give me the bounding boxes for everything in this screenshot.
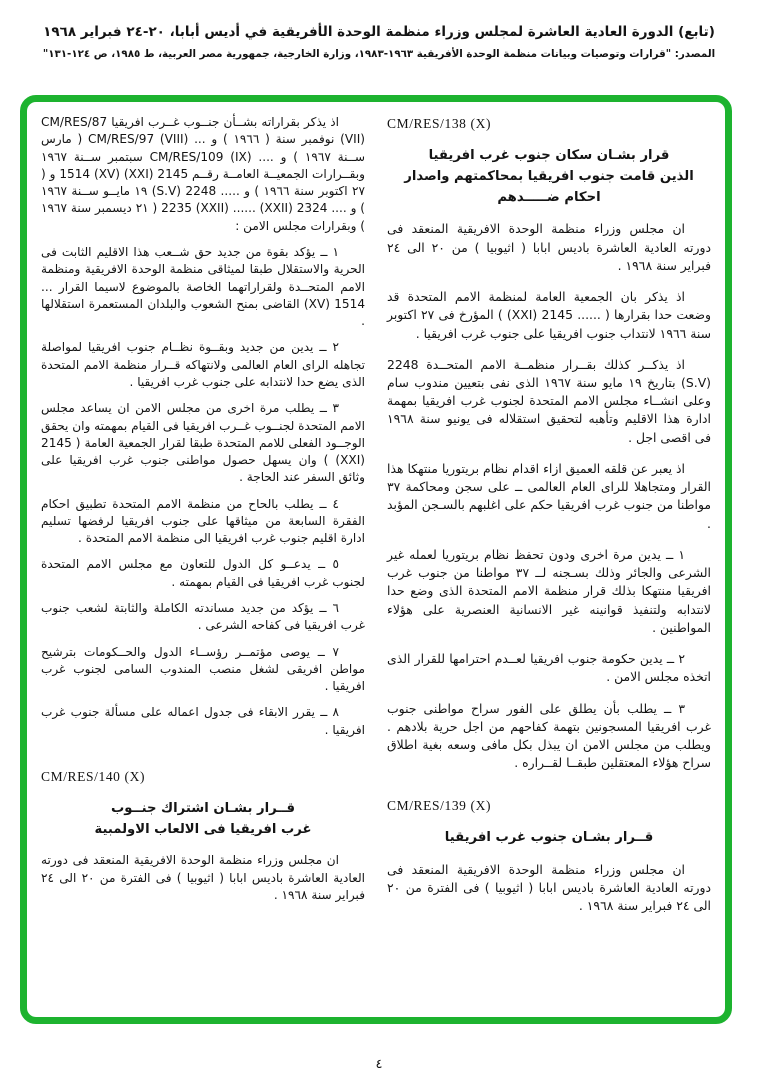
resolution-title-139 bbox=[393, 827, 705, 848]
column-left bbox=[41, 114, 365, 1007]
page-header bbox=[0, 24, 758, 60]
numbered-clause: ٢ ــ يدين حكومة جنوب افريقيا لعــدم احترامها للقرار الذى اتخذه مجلس الامن . bbox=[387, 651, 711, 685]
title-line: الذين قامت جنوب افريقيا بمحاكمتهم واصدار bbox=[404, 169, 694, 185]
numbered-clause: ٥ ــ يدعــو كل الدول للتعاون مع مجلس الامم المتحدة لجنوب غرب افريقيا فى القيام بمهمته . bbox=[41, 557, 365, 589]
numbered-clause: ٣ ــ يطلب مرة اخرى من مجلس الامن ان يساعد مجلس الامم المتحدة لجنــوب غــرب افريقيا فى القيام بمهمته وان يحقق الوجــود الفعلى للامم المتحدة طبقا لقرار الجمعية العامة ( 2145 (XXI) ) وان يسهل حصول مواطنى جنوب غرب افريقيا على وثائق السفر عند الحاجة . bbox=[41, 401, 365, 485]
title-line: قــرار بشـان اشتراك جنــوب bbox=[111, 801, 295, 816]
numbered-clause: ٤ ــ يطلب بالحاح من منظمة الامم المتحدة تطبيق احكام الفقرة السابعة من ميثاقها على جنوب افريقيا لرفضها تسليم ادارة اقليم جنوب غرب افريقيا الى منظمة الامم المتحدة . bbox=[41, 496, 365, 546]
page-number: ٤ bbox=[375, 1057, 383, 1072]
numbered-clause: ٧ ــ يوصى مؤتمــر رؤســاء الدول والحــكومات بترشيح مواطن افريقى لشغل منصب المندوب السامى لجنوب غرب افريقيا . bbox=[41, 644, 365, 694]
resolution-label-139: CM/RES/139 (X) bbox=[387, 798, 492, 814]
numbered-clause: ١ ــ يدين مرة اخرى ودون تحفظ نظام بريتوريا لعمله غير الشرعى والجائر وذلك بسـجنه لــ ٣٧ مواطنا من جنوب غرب افريقيا منتهكا بذلك قرار منظمة الامم المتحدة الذى وضع حدا لانتدابه ولتنفيذ قوانينه غير الانسانية العنصرية على هؤلاء المواطنين . bbox=[387, 546, 711, 635]
title-line: قرار بشـان سكان جنوب غرب افريقيا bbox=[428, 148, 670, 163]
column-right bbox=[387, 114, 711, 1007]
numbered-clause: ١ ــ يؤكد بقوة من جديد حق شــعب هذا الاقليم الثابت فى الحرية والاستقلال طبقا لميثاقى منظمة الوحدة الافريقية ومنظمة الامم المتحــدة ولقراراتهما الخاصة بالموضوع لاسيما القرار ... 1514 (XV) القاضى بمنح الشعوب والبلدان المستعمرة استقلالها . bbox=[41, 244, 366, 329]
title-line: غرب افريقيا فى الالعاب الاولمبية bbox=[94, 822, 312, 838]
session-title: (تابع) الدورة العادية العاشرة لمجلس وزراء منظمة الوحدة الأفريقية في أديس أبابا، ٢٠-٢٤ فبراير ١٩٦٨ bbox=[43, 24, 715, 40]
content-frame bbox=[20, 95, 732, 1024]
numbered-clause: ٨ ــ يقرر الابقاء فى جدول اعماله على مسألة جنوب غرب افريقيا . bbox=[41, 705, 365, 737]
numbered-clause: ٦ ــ يؤكد من جديد مساندته الكاملة والثابتة لشعب جنوب غرب افريقيا فى كفاحه الشرعى . bbox=[41, 601, 365, 633]
paragraph: اذ يذكــر كذلك بقــرار منظمــة الامم المتحــدة 2248 (S.V) بتاريخ ١٩ مايو سنة ١٩٦٧ الذى نفى بتعيين مندوب سام وعلى انشــاء مجلس الامم المتحدة لجنوب غرب افريقيا بمهمة ادارة هذا الاقليم وتأهبه لتحقيق استقلاله فى يونيو سنة ١٩٦٨ فى اقصى اجل . bbox=[387, 356, 712, 445]
resolution-title-138 bbox=[393, 145, 705, 208]
resolution-label-138: CM/RES/138 (X) bbox=[387, 116, 492, 131]
paragraph: اذ يذكر بان الجمعية العامة لمنظمة الامم المتحدة قد وضعت حدا بقرارها ( ...... 2145 (XXI) ) المؤرخ فى ٢٧ اكتوبر سنة ١٩٦٦ لانتداب جنوب افريقيا على جنوب غرب افريقيا . bbox=[387, 289, 712, 341]
resolution-title-140 bbox=[47, 798, 359, 840]
numbered-clause: ٢ ــ يدين من جديد وبقــوة نظــام جنوب افريقيا لمواصلة تجاهله الراى العام العالمى ولانتهاكه قــرار منظمة الامم المتحدة الذى يضع حدا لانتدابه على جنوب غرب افريقيا . bbox=[41, 340, 365, 389]
resolution-label-140: CM/RES/140 (X) bbox=[41, 769, 146, 784]
paragraph: اذ يذكر بقراراته بشــأن جنــوب غــرب افريقيا CM/RES/87 (VII) نوفمبر سنة ( ١٩٦٦ ) و ... CM/RES/97 (VIII) ( مارس ســنة ١٩٦٧ ) و .... CM/RES/109 (IX) سبتمبر ســنة ١٩٦٧ وبقــرارات الجمعيــة العامــة رقــم 2145 (XXI) 1514 (XV) و ( ٢٧ اكتوبر سنة ١٩٦٦ ) و ..... 2248 (S.V) ١٩ مايــو ســنة ١٩٦٧ ) و .... 2324 (XXII) ...... 2235 (XXII) ( ٢١ ديسمبر سنة ١٩٦٧ ) وبقرارات مجلس الامن : bbox=[41, 115, 366, 233]
paragraph: ان مجلس وزراء منظمة الوحدة الافريقية المنعقد فى دورته العادية العاشرة باديس ابابا ( اثيوبيا ) فى الفترة من ٢٠ الى ٢٤ فبراير سنة ١٩٦٨ . bbox=[41, 853, 365, 902]
paragraph: ان مجلس وزراء منظمة الوحدة الافريقية المنعقد فى دورته العادية العاشرة باديس ابابا ( اثيوبيا ) من ٢٠ الى ٢٤ فبراير سنة ١٩٦٨ . bbox=[387, 221, 711, 273]
source-line: المصدر: "قرارات وتوصيات وبيانات منظمة الوحدة الأفريقية ١٩٦٣-١٩٨٣، وزارة الخارجية، جمهورية مصر العربية، ط ١٩٨٥، ص ١٢٤-١٣١" bbox=[42, 48, 716, 60]
numbered-clause: ٣ ــ يطلب بأن يطلق على الفور سراح مواطنى جنوب غرب افريقيا المسجونين بتهمة كفاحهم من اجل حرية بلادهم . ويطلب من مجلس الامن ان يبذل بكل مافى وسعه بغية اطلاق سراح هؤلاء المعتقلين طبقــا لقــراره . bbox=[387, 700, 711, 771]
title-line: قــرار بشـان جنوب غرب افريقيا bbox=[444, 830, 654, 846]
paragraph: ان مجلس وزراء منظمة الوحدة الافريقية المنعقد فى دورته العادية العاشرة باديس ابابا ( اثيوبيا ) فى الفترة من ٢٠ الى ٢٤ فبراير سنة ١٩٦٨ . bbox=[387, 861, 711, 914]
paragraph: اذ يعبر عن قلقه العميق ازاء اقدام نظام بريتوريا منتهكا هذا القرار ومتجاهلا للراى العام العالمى ــ على سجن ومحاكمة ٣٧ مواطنا من جنوب غرب افريقيا حكم على اغلبهم بالسـجن المؤبد . bbox=[387, 460, 711, 531]
title-line: احكام ضـــــدهم bbox=[497, 190, 601, 206]
